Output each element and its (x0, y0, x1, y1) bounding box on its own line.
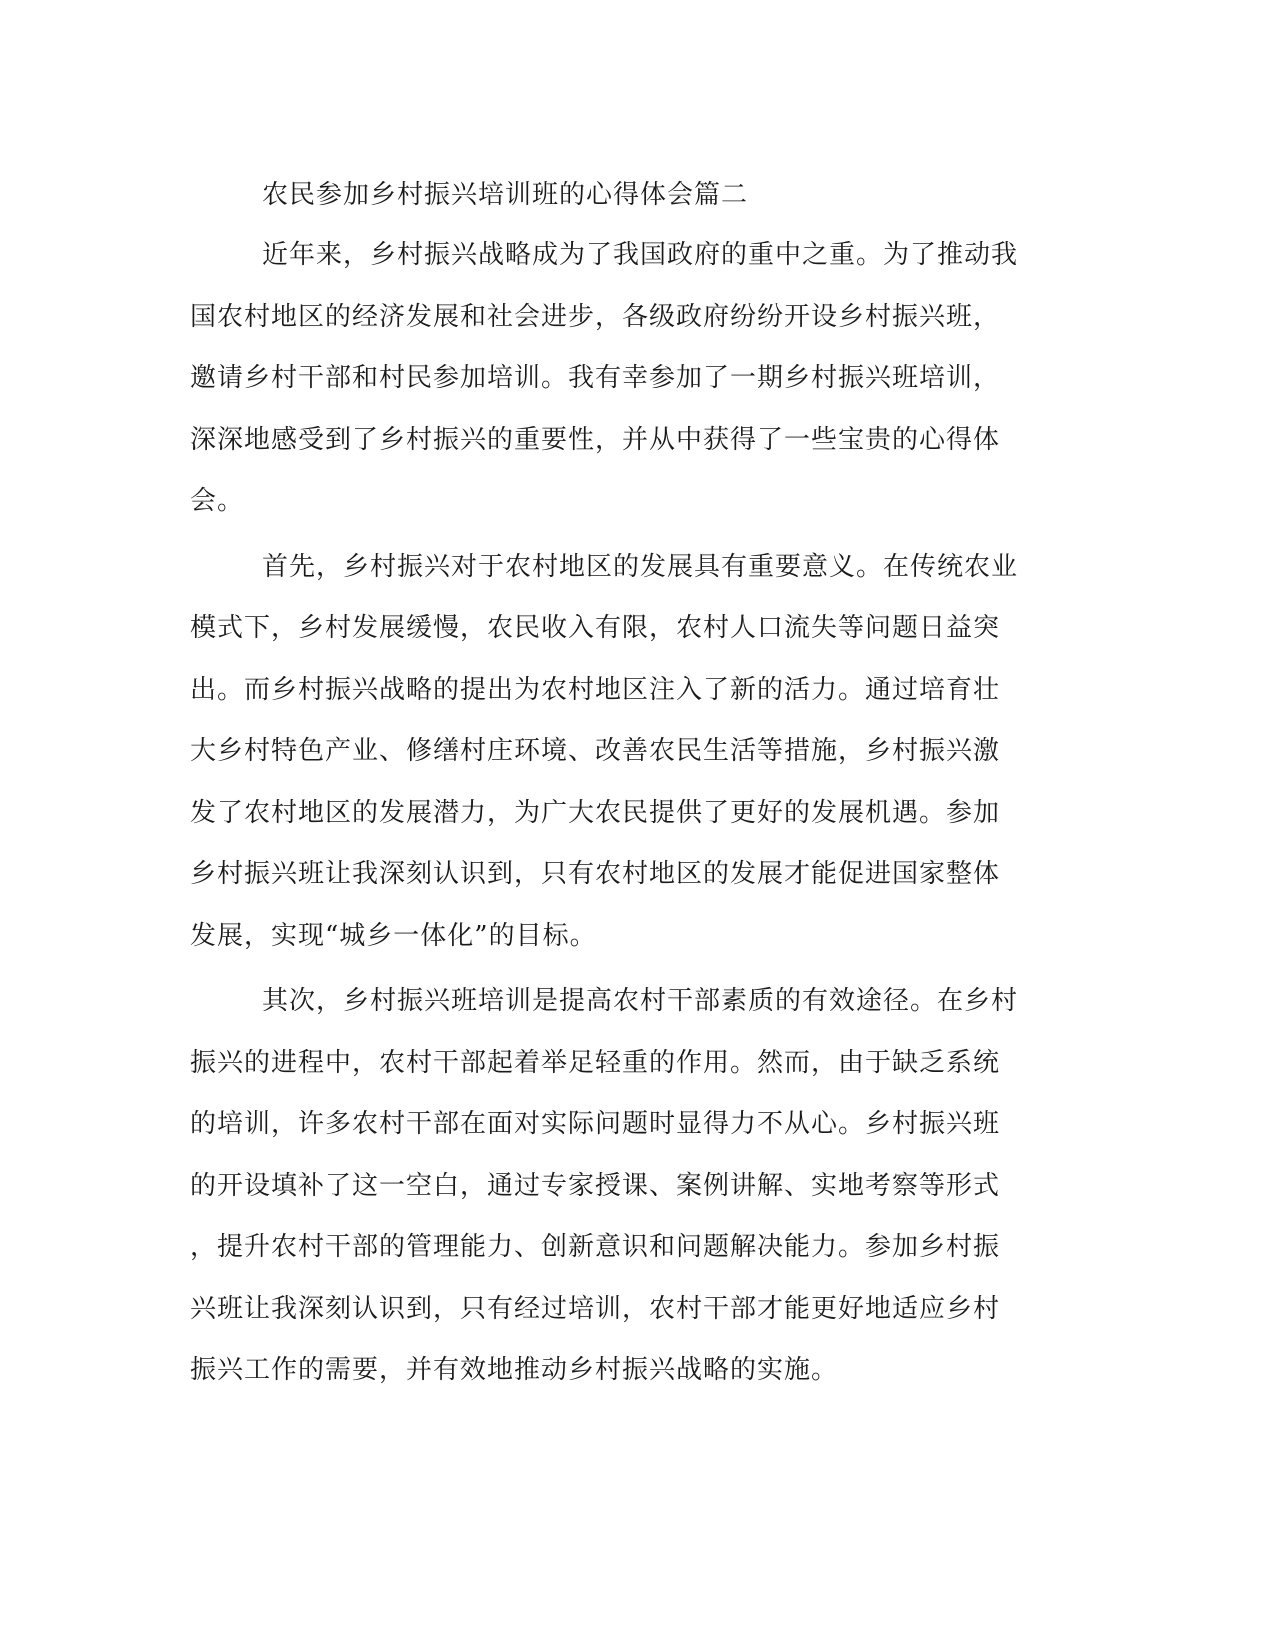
text-line: 出。而乡村振兴战略的提出为农村地区注入了新的活力。通过培育壮 (190, 674, 1001, 705)
text-line: 深深地感受到了乡村振兴的重要性，并从中获得了一些宝贵的心得体 (190, 424, 1001, 455)
text-line: 近年来，乡村振兴战略成为了我国政府的重中之重。为了推动我 (262, 240, 1019, 270)
text-line: 的开设填补了这一空白，通过专家授课、案例讲解、实地考察等形式 (190, 1170, 1001, 1201)
text-line: 乡村振兴班让我深刻认识到，只有农村地区的发展才能促进国家整体 (190, 859, 1001, 889)
text-line: 首先，乡村振兴对于农村地区的发展具有重要意义。在传统农业 (262, 551, 1019, 582)
text-line: 的培训，许多农村干部在面对实际问题时显得力不从心。乡村振兴班 (190, 1109, 1001, 1139)
text-line: 兴班让我深刻认识到，只有经过培训，农村干部才能更好地适应乡村 (190, 1293, 1001, 1324)
paragraph-2 (190, 537, 1075, 968)
document-title: 农民参加乡村振兴培训班的心得体会篇二 (262, 180, 749, 210)
text-line: 会。 (190, 486, 245, 516)
text-line: 国农村地区的经济发展和社会进步，各级政府纷纷开设乡村振兴班， (190, 301, 1001, 332)
text-line: 邀请乡村干部和村民参加培训。我有幸参加了一期乡村振兴班培训， (190, 363, 1001, 393)
text-line: 发展，实现“城乡一体化”的目标。 (190, 920, 597, 951)
text-line: 模式下，乡村发展缓慢，农民收入有限，农村人口流失等问题日益突 (190, 613, 1001, 643)
text-line: 其次，乡村振兴班培训是提高农村干部素质的有效途径。在乡村 (262, 986, 1019, 1016)
text-line: 发了农村地区的发展潜力，为广大农民提供了更好的发展机遇。参加 (190, 797, 1001, 828)
paragraph-3 (190, 971, 1075, 1402)
text-line: 大乡村特色产业、修缮村庄环境、改善农民生活等措施，乡村振兴激 (190, 736, 1001, 766)
text-line: 振兴工作的需要，并有效地推动乡村振兴战略的实施。 (190, 1355, 839, 1385)
text-line: 振兴的进程中，农村干部起着举足轻重的作用。然而，由于缺乏系统 (190, 1047, 1001, 1078)
text-line: ，提升农村干部的管理能力、创新意识和问题解决能力。参加乡村振 (190, 1232, 1001, 1262)
document-body (190, 165, 1075, 1402)
paragraph-1 (190, 225, 1075, 533)
